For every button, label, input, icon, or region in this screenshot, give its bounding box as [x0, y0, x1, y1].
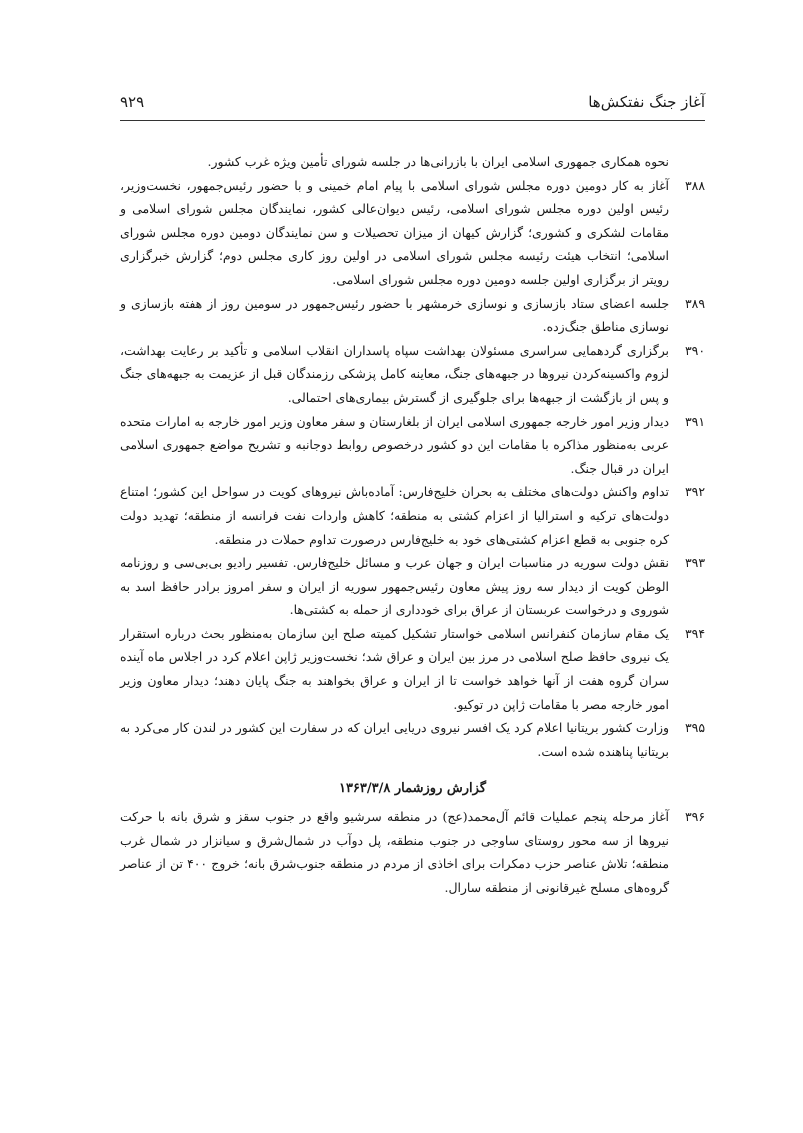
entry-text: نقش دولت سوریه در مناسبات ایران و جهان عرب و مسائل خلیج‌فارس. تفسیر رادیو بی‌بی‌سی و روزنامه الوطن کویت از دیدار سه روز پیش معاون رئیس‌جمهور سوریه از ایران و سفر امروز برادر حافظ اسد به شوروی و درخواست عربستان از عراق برای خودداری از حمله به کشتی‌ها.: [120, 555, 669, 618]
entry-number: ۳۹۴: [685, 625, 705, 641]
page-number: ۹۲۹: [120, 93, 145, 111]
entry-text: وزارت کشور بریتانیا اعلام کرد یک افسر نیروی دریایی ایران که در سفارت این کشور در لندن کار می‌کرد به بریتانیا پناهنده شده است.: [120, 720, 669, 759]
chapter-title: آغاز جنگ نفتکش‌ها: [588, 93, 705, 111]
section-heading: گزارش روزشمار ۱۳۶۳/۳/۸: [338, 781, 487, 797]
entry-391: [120, 410, 705, 481]
entry-text: آغاز مرحله پنجم عملیات قائم آل‌محمد(عج) در منطقه سرشیو واقع در جنوب سقز و شرق بانه با حرکت نیروها از سه محور روستای ساوجی در جنوب منطقه، پل دوآب در شمال‌شرق و سیانزار در شمال غرب منطقه؛ تلاش عناصر حزب دمکرات برای اخاذی از مردم در منطقه جنوب‌شرق بانه؛ خروج ۴۰۰ تن از عناصر گروه‌های مسلح غیرقانونی از منطقه سارال.: [120, 809, 669, 895]
entry-text: آغاز به کار دومین دوره مجلس شورای اسلامی با پیام امام خمینی و با حضور رئیس‌جمهور، نخست‌وزیر، رئیس اولین دوره مجلس شورای اسلامی، رئیس دیوان‌عالی کشور، نمایندگان مجلس شورای اسلامی و مقامات لشکری و کشوری؛ گزارش کیهان از میزان تحصیلات و سن نمایندگان دومین دوره مجلس شورای اسلامی؛ انتخاب هیئت رئیسه مجلس شورای اسلامی در اولین روز کاری مجلس دوم؛ گزارش خبرگزاری رویتر از برگزاری اولین جلسه دومین دوره مجلس شورای اسلامی.: [120, 177, 669, 287]
entry-text: برگزاری گردهمایی سراسری مسئولان بهداشت سپاه پاسداران انقلاب اسلامی و تأکید بر رعایت بهداشت، لزوم واکسینه‌کردن نیروها در جبهه‌های جنگ، معاینه کامل پزشکی رزمندگان قبل از عزیمت به جبهه‌های جنگ و پس از بازگشت از جبهه‌ها برای جلوگیری از گسترش بیماری‌های احتمالی.: [120, 342, 669, 405]
entry-390: [120, 339, 705, 410]
entry-392: [120, 480, 705, 551]
body-text: [120, 150, 705, 899]
entry-text: جلسه اعضای ستاد بازسازی و نوسازی خرمشهر با حضور رئیس‌جمهور در سومین روز از هفته بازسازی و نوسازی مناطق جنگ‌زده.: [120, 295, 669, 335]
entry-text: یک مقام سازمان کنفرانس اسلامی خواستار تشکیل کمیته صلح این سازمان به‌منظور بحث درباره استقرار یک نیروی حافظ صلح اسلامی در مرز بین ایران و عراق شد؛ نخست‌وزیر ژاپن اعلام کرد در اجلاس ماه آینده سران گروه هفت از آنها خواهد خواست تا از ایران و عراق بخواهند به جنگ پایان دهند؛ دیدار معاون وزیر امور خارجه مصر با مقامات ژاپن در توکیو.: [120, 625, 669, 712]
entry-number: ۳۸۸: [685, 177, 705, 193]
entry-393: [120, 551, 705, 622]
entry-number: ۳۹۵: [685, 720, 705, 736]
entry-number: ۳۹۲: [685, 484, 705, 500]
entry-388: [120, 174, 705, 292]
entry-text: تداوم واکنش دولت‌های مختلف به بحران خلیج‌فارس: آماده‌باش نیروهای کویت در سواحل این کشور؛ امتناع دولت‌های ترکیه و استرالیا از اعزام کشتی به منطقه؛ کاهش واردات نفت فرانسه از منطقه؛ تهدید دولت کره جنوبی به قطع اعزام کشتی‌های خود به خلیج‌فارس درصورت تداوم حملات در منطقه.: [120, 484, 669, 547]
entry-number: ۳۹۶: [685, 809, 705, 825]
entry-number: ۳۸۹: [685, 295, 705, 311]
entry-number: ۳۹۳: [685, 555, 705, 571]
header-rule: [120, 120, 705, 121]
entry-text: دیدار وزیر امور خارجه جمهوری اسلامی ایران از بلغارستان و سفر معاون وزیر امور خارجه به امارات متحده عربی به‌منظور مذاکره با مقامات این دو کشور درخصوص روابط دوجانبه و تشریح مواضع جمهوری اسلامی ایران در قبال جنگ.: [120, 413, 669, 476]
entry-396: [120, 805, 705, 899]
entry-number: ۳۹۰: [685, 342, 705, 358]
running-header: [120, 93, 705, 117]
entry-number: ۳۹۱: [685, 413, 705, 429]
entry-395: [120, 716, 705, 763]
entry-394: [120, 622, 705, 716]
continuation-paragraph: نحوه همکاری جمهوری اسلامی ایران با بازرانی‌ها در جلسه شورای تأمین ویژه غرب کشور.: [207, 154, 669, 169]
entry-389: [120, 292, 705, 339]
